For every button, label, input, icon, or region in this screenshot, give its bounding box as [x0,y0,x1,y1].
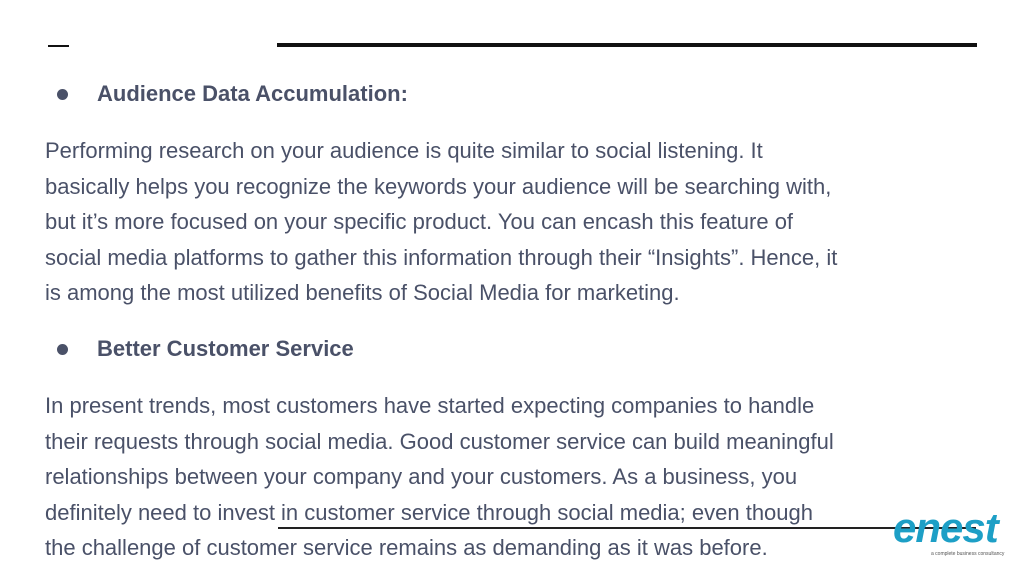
logo-wordmark: enest [893,504,998,551]
paragraph-line: the challenge of customer service remains as demanding as it was before. [45,535,768,560]
paragraph-line: social media platforms to gather this information through their “Insights”. Hence, it [45,244,838,270]
paragraph-line: Performing research on your audience is quite similar to social listening. It [45,138,763,163]
heading-text: Better Customer Service [97,336,354,361]
top-rule [277,43,977,47]
paragraph-line: relationships between your company and your customers. As a business, you [45,464,798,489]
paragraph-audience [45,133,985,311]
section-heading-audience [57,81,408,107]
paragraph-line: their requests through social media. Good customer service can build meaningful [45,428,834,454]
bullet-icon [57,344,68,355]
paragraph-customer-service [45,388,985,566]
top-left-dash [48,45,69,47]
section-heading-customer-service [57,336,354,362]
bottom-rule [278,527,976,529]
logo-tagline: a complete business consultancy [931,551,1005,557]
company-logo [893,504,1018,567]
bullet-icon [57,89,68,100]
paragraph-line: is among the most utilized benefits of Social Media for marketing. [45,280,680,305]
paragraph-line: definitely need to invest in customer service through social media; even though [45,499,813,525]
paragraph-line: In present trends, most customers have started expecting companies to handle [45,393,815,418]
heading-text: Audience Data Accumulation: [97,81,408,106]
paragraph-line: basically helps you recognize the keywords your audience will be searching with, [45,173,832,199]
paragraph-line: but it’s more focused on your specific product. You can encash this feature of [45,209,794,234]
